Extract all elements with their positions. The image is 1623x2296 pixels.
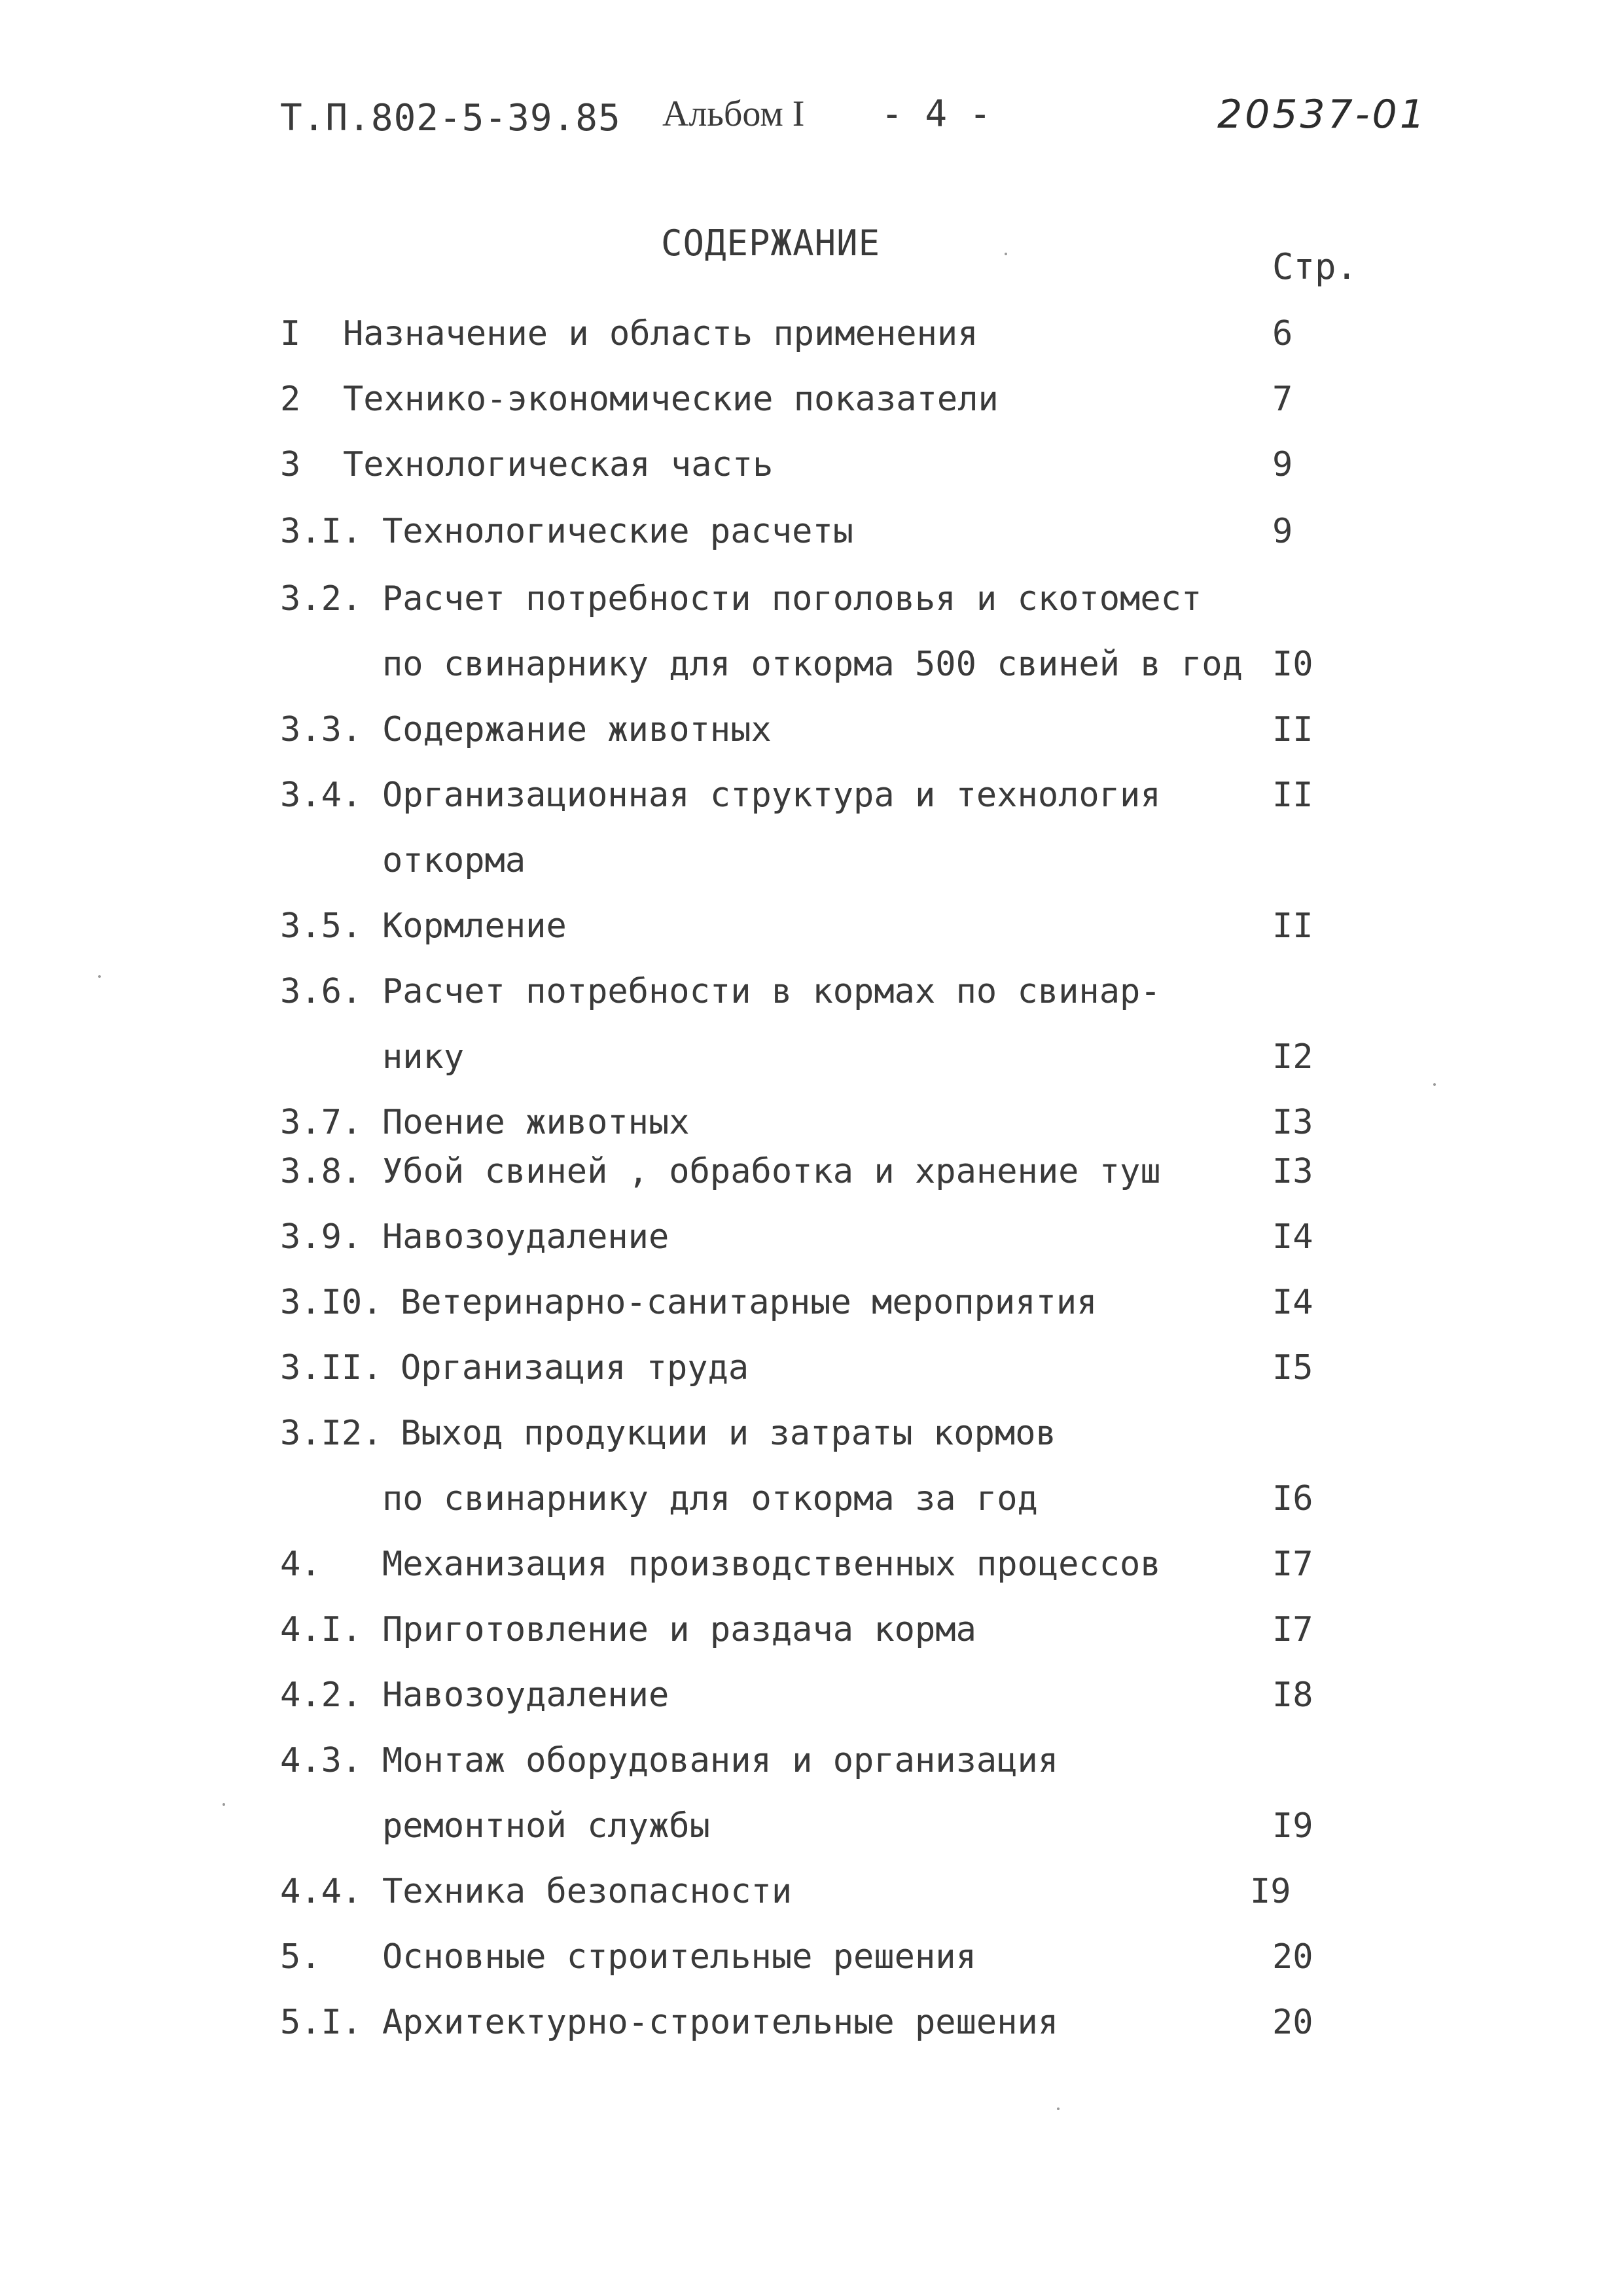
toc-entry-page: I5 [1272,1348,1313,1388]
toc-entry-page: 9 [1272,445,1293,484]
toc-entry [0,573,1623,625]
toc-entry [0,1996,1623,2049]
toc-entry-page: 6 [1272,314,1293,353]
toc-entry [0,1800,1623,1852]
toc-entry-title: Поение животных [382,1103,690,1142]
toc-entry-title: нику [382,1037,465,1077]
toc-title: СОДЕРЖАНИЕ [661,223,881,264]
toc-entry [0,1538,1623,1590]
toc-entry [0,505,1623,558]
toc-entry-page: 7 [1272,380,1293,419]
toc-entry-page: I4 [1272,1217,1313,1257]
toc-entry-title: Приготовление и раздача корма [382,1610,976,1649]
toc-entry-title: по свинарнику для откорма 500 свиней в год [382,645,1243,684]
toc-entry-page: II [1272,776,1313,815]
toc-entry-number: 5.I. [280,2003,363,2042]
toc-entry-page: I7 [1272,1610,1313,1649]
toc-entry-page: I4 [1272,1283,1313,1322]
toc-entry-title: Ветеринарно-санитарные мероприятия [401,1283,1097,1322]
toc-entry-title: Техника безопасности [382,1872,793,1911]
toc-entry-title: Организационная структура и технология [382,776,1161,815]
toc-entry [0,1473,1623,1525]
toc-entry-title: Монтаж оборудования и организация [382,1741,1059,1780]
toc-entry-number: 3.5. [280,906,363,946]
toc-entry-title: Навозоудаление [382,1676,669,1715]
toc-entry-title: Содержание животных [382,710,772,749]
scan-speck [1005,253,1007,255]
album-label: Альбом I [662,94,805,134]
toc-entry [0,638,1623,691]
toc-entry-title: Убой свиней , обработка и хранение туш [382,1152,1161,1191]
toc-entry-page: II [1272,906,1313,946]
toc-entry [0,769,1623,821]
toc-entry [0,1604,1623,1656]
toc-entry [0,900,1623,952]
toc-entry-number: 3 [280,445,301,484]
toc-entry [0,1096,1623,1149]
page-number: - 4 - [881,93,991,135]
toc-entry-number: 4.4. [280,1872,363,1911]
toc-entry-title: ремонтной службы [382,1806,710,1846]
toc-entry-page: II [1272,710,1313,749]
toc-entry-title: Основные строительные решения [382,1937,976,1977]
toc-entry [0,1031,1623,1083]
toc-entry-page: 9 [1272,512,1293,551]
toc-entry-title: откорма [382,841,526,880]
toc-entry-number: 4. [280,1545,321,1584]
toc-entry-page: I9 [1250,1872,1291,1911]
toc-entry-number: 3.3. [280,710,363,749]
toc-entry-title: Технико-экономические показатели [343,380,999,419]
toc-entry [0,1276,1623,1329]
toc-entry [0,308,1623,360]
toc-entry-number: 3.8. [280,1152,363,1191]
toc-entry-number: I [280,314,301,353]
scan-speck [98,975,101,978]
scan-speck [1433,1083,1436,1086]
toc-entry [0,1211,1623,1263]
toc-entry-page: I0 [1272,645,1313,684]
toc-entry-page: I2 [1272,1037,1313,1077]
toc-entry-title: Архитектурно-строительные решения [382,2003,1059,2042]
toc-entry-number: 4.3. [280,1741,363,1780]
toc-entry [0,965,1623,1018]
toc-entry-number: 3.4. [280,776,363,815]
toc-entry-page: 20 [1272,1937,1313,1977]
archive-code: 20537-01 [1217,92,1427,137]
toc-entry-number: 3.I2. [280,1414,383,1453]
toc-entry-title: Назначение и область применения [343,314,978,353]
toc-entry-title: Навозоудаление [382,1217,669,1257]
toc-entry [0,1342,1623,1394]
toc-entry-number: 4.2. [280,1676,363,1715]
toc-entry-number: 3.9. [280,1217,363,1257]
toc-entry-title: Организация труда [401,1348,749,1388]
toc-entry [0,1734,1623,1787]
toc-entry-title: Кормление [382,906,567,946]
toc-entry-number: 3.II. [280,1348,383,1388]
toc-entry-title: по свинарнику для откорма за год [382,1479,1038,1518]
toc-entry-page: I6 [1272,1479,1313,1518]
toc-entry-number: 2 [280,380,301,419]
toc-entry-title: Технологические расчеты [382,512,854,551]
toc-entry-title: Расчет потребности в кормах по свинар- [382,972,1161,1011]
toc-entry [0,704,1623,756]
toc-entry [0,1931,1623,1983]
toc-entry-number: 3.2. [280,579,363,619]
toc-entry [0,439,1623,491]
toc-entry [0,373,1623,425]
scan-speck [1057,2108,1060,2110]
toc-entry-number: 4.I. [280,1610,363,1649]
toc-entry-number: 3.7. [280,1103,363,1142]
toc-entry [0,1407,1623,1460]
page-column-label: Стр. [1272,246,1358,287]
document-code: Т.П.802-5-39.85 [280,97,621,139]
toc-entry-number: 3.I0. [280,1283,383,1322]
toc-entry-title: Выход продукции и затраты кормов [401,1414,1056,1453]
toc-entry-page: 20 [1272,2003,1313,2042]
toc-entry-title: Расчет потребности поголовья и скотомест [382,579,1202,619]
toc-entry-number: 3.I. [280,512,363,551]
toc-entry-page: I3 [1272,1103,1313,1142]
toc-entry-page: I9 [1272,1806,1313,1846]
toc-entry-number: 5. [280,1937,321,1977]
toc-entry [0,1669,1623,1721]
scan-speck [223,1803,225,1806]
toc-entry [0,1865,1623,1918]
toc-entry [0,834,1623,887]
toc-entry-title: Механизация производственных процессов [382,1545,1161,1584]
toc-entry-page: I8 [1272,1676,1313,1715]
toc-entry-number: 3.6. [280,972,363,1011]
toc-entry-title: Технологическая часть [343,445,774,484]
toc-entry [0,1145,1623,1198]
toc-entry-page: I7 [1272,1545,1313,1584]
toc-entry-page: I3 [1272,1152,1313,1191]
